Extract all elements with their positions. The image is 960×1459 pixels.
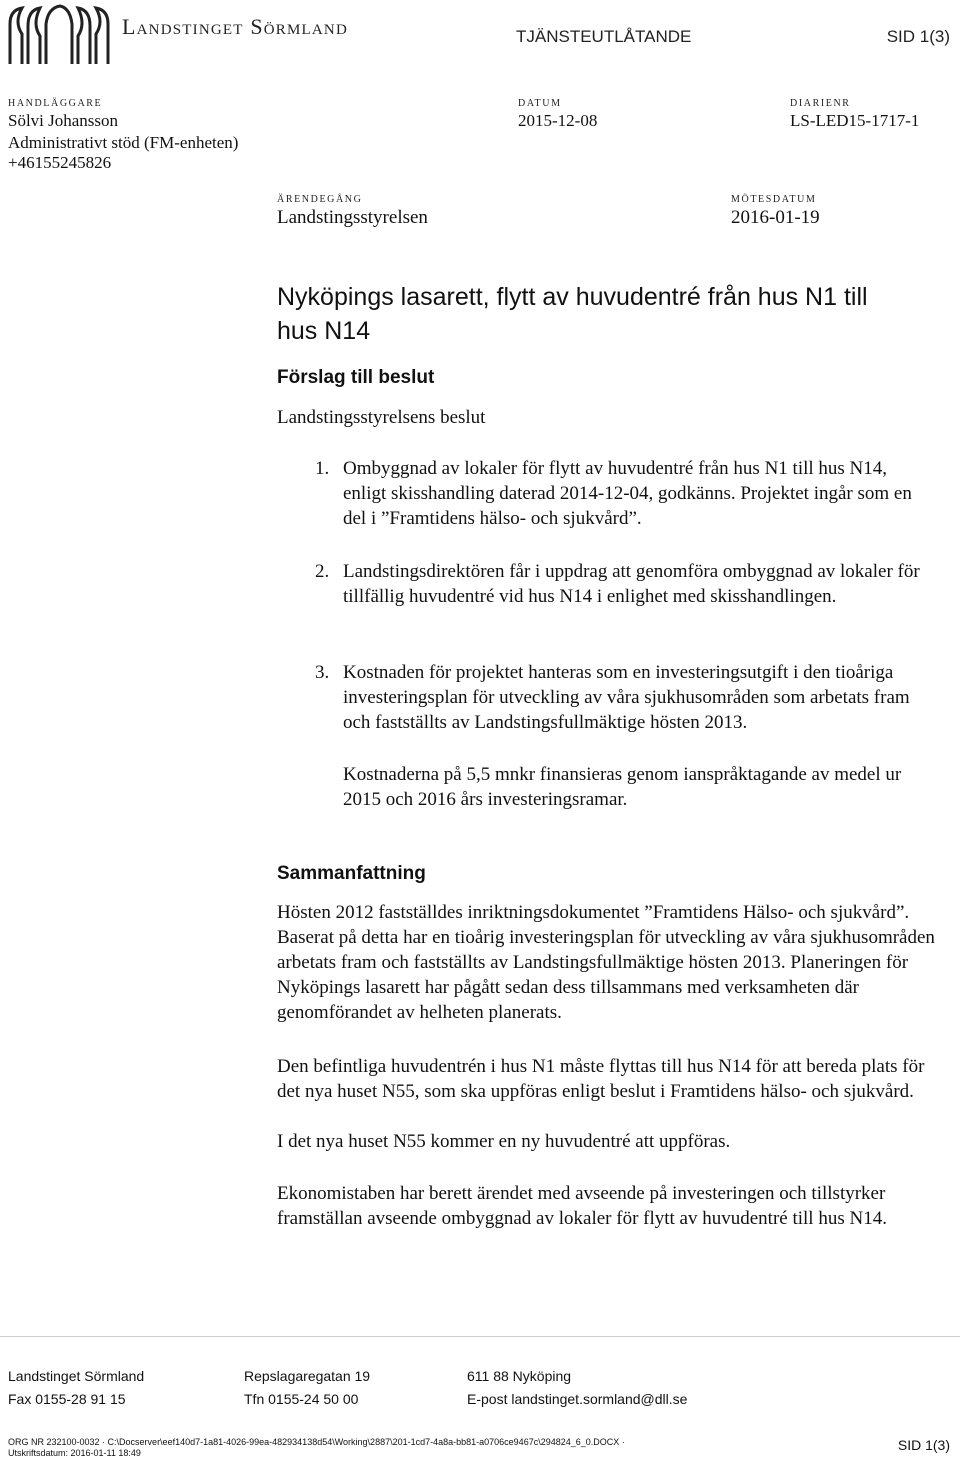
footer-page-number: SID 1(3): [897, 1437, 950, 1453]
decision-item-2: [315, 559, 935, 609]
sammanfattning-paragraph-2: Den befintliga huvudentrén i hus N1 måste flyttas till hus N14 för att bereda plats för det nya huset N55, som ska uppföras enligt beslut i Framtidens hälso- och sjukvård.: [277, 1056, 925, 1102]
decision-item-1: [315, 456, 935, 531]
sammanfattning-heading: Sammanfattning: [277, 863, 426, 884]
handlaggare-label: HANDLÄGGARE: [8, 98, 103, 109]
title-line-2: hus N14: [277, 317, 371, 345]
document-title: [277, 280, 947, 348]
sammanfattning-paragraph-1: Hösten 2012 fastställdes inriktningsdokumentet ”Framtidens Hälso- och sjukvård”. Baserat på detta har en tioårig investeringsplan för utveckling av våra sjukhusområden arbetats fram och fastställts av Landstingsfullmäktige hösten 2013. Planeringen för Nyköpings lasarett har pågått sedan dess tillsammans med verksamheten där genomförandet av helheten planerats.: [277, 902, 935, 1023]
decision-item-3-financing: Kostnaderna på 5,5 mnkr finansieras genom ianspråktagande av medel ur 2015 och 2016 års investeringsramar.: [343, 764, 902, 810]
handlaggare-unit: Administrativt stöd (FM-enheten): [8, 133, 239, 152]
decision-item-3: [315, 660, 935, 735]
decision-item-number: 3.: [315, 662, 330, 683]
diarienr-label: DIARIENR: [790, 98, 851, 109]
datum-label: DATUM: [518, 98, 562, 109]
title-line-1: Nyköpings lasarett, flytt av huvudentré från hus N1 till: [277, 283, 868, 311]
decision-item-number: 1.: [315, 458, 330, 479]
decision-item-text: Kostnaden för projektet hanteras som en investeringsutgift i den tioåriga investeringsplan för utveckling av våra sjukhusområden som arbetats fram och fastställts av Landstingsfullmäktige hösten 2013.: [343, 662, 910, 733]
sammanfattning-paragraph-3: Ekonomistaben har berett ärendet med avseende på investeringen och tillstyrker framställan avseende ombyggnad av lokaler för flytt av huvudentré till hus N14.: [277, 1183, 887, 1229]
document-type: TJÄNSTEUTLÅTANDE: [516, 27, 692, 46]
footer-fax: Fax 0155-28 91 15: [8, 1391, 126, 1407]
arendegang-label: ÄRENDEGÅNG: [277, 194, 363, 205]
forslag-heading: Förslag till beslut: [277, 367, 435, 388]
footer-divider: [0, 1336, 960, 1337]
page-number: SID 1(3): [886, 27, 950, 46]
footer-postal: 611 88 Nyköping: [467, 1368, 572, 1384]
handlaggare-name: Sölvi Johansson: [8, 111, 119, 130]
sammanfattning-paragraph-2b: I det nya huset N55 kommer en ny huvudentré att uppföras.: [277, 1131, 731, 1152]
footer-org-nr-path: ORG NR 232100-0032 · C:\Docserver\eef140d7-1a81-4026-99ea-482934138d54\Working\2887\201-1cd7-4a8a-bb81-a0706ce9467c\294824_6_0.DOCX ·: [8, 1437, 625, 1447]
landstinget-logo-icon: [4, 4, 114, 68]
forslag-intro: Landstingsstyrelsens beslut: [277, 407, 486, 428]
decision-item-number: 2.: [315, 561, 330, 582]
footer-email[interactable]: E-post landstinget.sormland@dll.se: [467, 1391, 688, 1407]
decision-item-text: Landstingsdirektören får i uppdrag att genomföra ombyggnad av lokaler för tillfällig huvudentré vid hus N14 i enlighet med skisshandlingen.: [343, 561, 920, 607]
handlaggare-phone: +46155245826: [8, 153, 112, 172]
datum-value: 2015-12-08: [518, 111, 598, 130]
footer-print-date: Utskriftsdatum: 2016-01-11 18:49: [8, 1448, 141, 1458]
arendegang-value: Landstingsstyrelsen: [277, 207, 428, 228]
footer-phone: Tfn 0155-24 50 00: [244, 1391, 359, 1407]
decision-item-text: Ombyggnad av lokaler för flytt av huvudentré från hus N1 till hus N14, enligt skisshandling daterad 2014-12-04, godkänns. Projektet ingår som en del i ”Framtidens hälso- och sjukvård”.: [343, 458, 912, 529]
motesdatum-label: MÖTESDATUM: [731, 194, 817, 205]
footer-org: Landstinget Sörmland: [8, 1368, 145, 1384]
diarienr-value: LS-LED15-1717-1: [790, 111, 920, 130]
organization-name: Landstinget Sörmland: [122, 14, 348, 39]
motesdatum-value: 2016-01-19: [731, 207, 820, 228]
footer-street: Repslagaregatan 19: [244, 1368, 371, 1384]
